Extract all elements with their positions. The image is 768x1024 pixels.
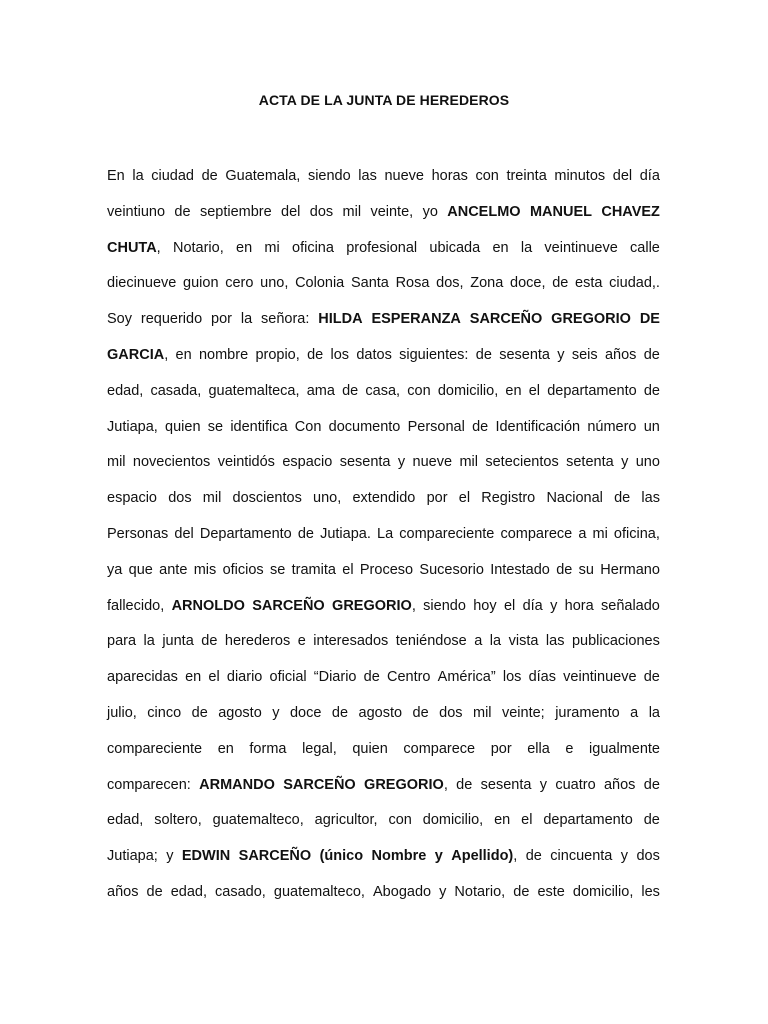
- word: en: [217, 740, 234, 757]
- word: quien: [352, 740, 388, 757]
- word: casado,: [215, 883, 266, 900]
- word: requerido: [140, 311, 203, 328]
- word: cincuenta: [550, 848, 613, 865]
- word: soltero,: [154, 812, 202, 829]
- word: número: [587, 418, 637, 435]
- word: dos: [636, 848, 660, 865]
- word: herederos: [224, 633, 291, 650]
- word: Notario,: [454, 883, 506, 900]
- word: datos: [356, 346, 392, 363]
- word: domicilio,: [572, 883, 634, 900]
- word: nueve: [384, 168, 424, 184]
- word: Abogado: [373, 883, 432, 900]
- word: sesenta: [499, 346, 550, 363]
- word: extendido: [352, 490, 416, 507]
- word: y: [166, 848, 174, 865]
- word: guatemalteco,: [212, 812, 304, 829]
- word: ubicada: [429, 239, 481, 256]
- word: de: [643, 812, 660, 829]
- word: de: [643, 382, 660, 399]
- word: ARMANDO: [199, 776, 275, 793]
- word: de: [643, 776, 660, 793]
- word: dos,: [436, 275, 464, 292]
- word: en: [492, 239, 509, 256]
- word: minutos: [554, 168, 606, 184]
- word: agosto: [358, 704, 403, 721]
- word: Jutiapa.: [320, 525, 371, 542]
- word: y: [434, 848, 443, 865]
- word: por: [426, 490, 448, 507]
- word: a: [474, 633, 483, 650]
- word: setecientos: [485, 454, 559, 471]
- word: veinte;: [501, 704, 545, 721]
- word: la: [648, 704, 660, 721]
- word: y: [272, 704, 280, 721]
- word: con: [388, 812, 412, 829]
- word: edad,: [107, 812, 144, 829]
- paragraph-line: [107, 875, 660, 911]
- word: comparece: [403, 740, 476, 757]
- paragraph-line: [107, 732, 660, 768]
- word: vista: [508, 633, 539, 650]
- word: años: [603, 776, 636, 793]
- word: Sucesorio: [419, 561, 484, 578]
- word: de: [363, 669, 380, 686]
- word: profesional: [346, 239, 418, 256]
- word: de: [201, 633, 218, 650]
- word: hora: [564, 597, 594, 614]
- word: tramita: [291, 561, 336, 578]
- word: siendo: [423, 597, 466, 614]
- word: documento: [328, 418, 401, 435]
- word: que: [128, 561, 153, 578]
- word: Personal: [407, 418, 465, 435]
- word: GREGORIO: [551, 311, 631, 328]
- word: por: [490, 740, 512, 757]
- word: guatemalteca,: [208, 382, 300, 399]
- word: nueve: [412, 454, 453, 471]
- word: ella: [527, 740, 550, 757]
- word: de: [525, 848, 542, 865]
- word: SARCEÑO: [283, 776, 356, 793]
- word: veintinueve: [544, 239, 618, 256]
- word: septiembre: [199, 203, 272, 220]
- word: de: [307, 346, 324, 363]
- word: del: [612, 168, 633, 184]
- word: Jutiapa,: [107, 418, 158, 435]
- paragraph-line: [107, 195, 660, 231]
- word: cinco: [147, 704, 182, 721]
- word: la: [132, 168, 144, 184]
- word: uno,: [260, 275, 289, 292]
- paragraph-line: [107, 231, 660, 267]
- word: de: [643, 346, 660, 363]
- word: Centro: [386, 669, 431, 686]
- word: veintinueve: [563, 669, 637, 686]
- word: Jutiapa;: [107, 848, 158, 865]
- word: seis: [571, 346, 598, 363]
- word: departamento: [547, 382, 637, 399]
- word: ARNOLDO: [171, 597, 245, 614]
- word: Hermano: [600, 561, 660, 578]
- paragraph-line: [107, 302, 660, 338]
- word: con: [407, 382, 431, 399]
- word: esta: [575, 275, 603, 292]
- word: Con: [294, 418, 322, 435]
- word: mil: [342, 203, 362, 220]
- paragraph-line: [107, 839, 660, 875]
- word: quien: [165, 418, 201, 435]
- word: y: [620, 848, 629, 865]
- word: las: [545, 633, 565, 650]
- word: uno: [635, 454, 660, 471]
- word: Notario,: [172, 239, 224, 256]
- word: de: [472, 418, 489, 435]
- word: sesenta: [339, 454, 391, 471]
- word: forma: [249, 740, 287, 757]
- word: dos: [309, 203, 334, 220]
- word: e: [297, 633, 306, 650]
- word: del: [281, 203, 301, 220]
- word: la: [143, 633, 155, 650]
- word: el: [458, 490, 471, 507]
- word: Rosa: [395, 275, 430, 292]
- word: ante: [159, 561, 188, 578]
- word: este: [537, 883, 565, 900]
- word: SARCEÑO: [469, 311, 543, 328]
- word: y: [557, 346, 565, 363]
- word: SARCEÑO: [238, 848, 312, 865]
- word: de: [456, 776, 473, 793]
- word: señalado: [601, 597, 660, 614]
- word: día: [522, 597, 543, 614]
- word: a: [630, 704, 639, 721]
- word: juramento: [555, 704, 620, 721]
- word: agosto: [218, 704, 262, 721]
- word: SARCEÑO: [252, 597, 325, 614]
- word: sesenta: [480, 776, 532, 793]
- word: hoy: [473, 597, 497, 614]
- paragraph-line: [107, 445, 660, 481]
- word: a: [578, 525, 587, 542]
- word: la: [489, 633, 502, 650]
- word: veintidós: [217, 454, 275, 471]
- word: el: [342, 561, 354, 578]
- word: espacio: [282, 454, 333, 471]
- word: ANCELMO: [447, 203, 521, 220]
- word: de: [174, 203, 191, 220]
- word: para: [107, 633, 137, 650]
- word: GARCIA,: [107, 346, 169, 363]
- word: años: [107, 883, 139, 900]
- word: Nacional: [546, 490, 603, 507]
- word: de: [342, 382, 359, 399]
- word: Guatemala,: [225, 168, 301, 184]
- word: treinta: [506, 168, 547, 184]
- word: CHUTA,: [107, 239, 161, 256]
- word: oficios: [222, 561, 264, 578]
- word: compareciente: [399, 525, 495, 542]
- paragraph-line: [107, 660, 660, 696]
- word: de: [513, 883, 530, 900]
- word: Identificación: [495, 418, 581, 435]
- paragraph-line: [107, 553, 660, 589]
- word: GREGORIO,: [364, 776, 448, 793]
- word: se: [270, 561, 286, 578]
- word: de: [643, 669, 660, 686]
- word: el: [208, 669, 220, 686]
- paragraph-line: [107, 410, 660, 446]
- word: mi: [592, 525, 608, 542]
- word: un: [643, 418, 660, 435]
- word: HILDA: [318, 311, 363, 328]
- word: ya: [107, 561, 123, 578]
- word: y: [439, 883, 447, 900]
- word: horas: [431, 168, 468, 184]
- document-body: [107, 159, 660, 911]
- word: yo: [422, 203, 438, 220]
- word: siguientes:: [399, 346, 469, 363]
- word: con: [475, 168, 499, 184]
- word: Departamento: [199, 525, 292, 542]
- word: de: [146, 883, 163, 900]
- word: Zona: [470, 275, 504, 292]
- word: “Diario: [313, 669, 357, 686]
- word: casada,: [150, 382, 202, 399]
- word: GREGORIO,: [332, 597, 416, 614]
- word: espacio: [107, 490, 157, 507]
- word: el: [528, 382, 541, 399]
- word: novecientos: [132, 454, 211, 471]
- word: y: [621, 454, 629, 471]
- word: Nombre: [371, 848, 427, 865]
- word: años: [604, 346, 637, 363]
- word: la: [240, 311, 253, 328]
- word: DE: [639, 311, 660, 328]
- word: MANUEL: [529, 203, 592, 220]
- word: doce,: [510, 275, 546, 292]
- word: Intestado: [490, 561, 550, 578]
- word: siendo: [307, 168, 351, 184]
- paragraph-line: [107, 589, 660, 625]
- word: dos: [168, 490, 192, 507]
- word: de: [191, 704, 208, 721]
- paragraph-line: [107, 159, 660, 195]
- word: casa,: [365, 382, 401, 399]
- paragraph-line: [107, 266, 660, 302]
- word: igualmente: [589, 740, 660, 757]
- word: departamento: [543, 812, 633, 829]
- word: teniéndose: [395, 633, 467, 650]
- word: de: [614, 490, 631, 507]
- word: oficial: [269, 669, 307, 686]
- word: por: [211, 311, 232, 328]
- word: comparece: [500, 525, 573, 542]
- word: ama: [306, 382, 335, 399]
- word: las: [641, 490, 660, 507]
- word: edad,: [170, 883, 207, 900]
- word: guion: [183, 275, 219, 292]
- word: Colonia: [295, 275, 345, 292]
- word: el: [503, 597, 516, 614]
- word: de: [201, 168, 218, 184]
- word: diario: [226, 669, 263, 686]
- paragraph-line: [107, 517, 660, 553]
- word: América”: [437, 669, 496, 686]
- word: La: [377, 525, 394, 542]
- word: fallecido,: [107, 597, 165, 614]
- word: días: [528, 669, 556, 686]
- word: mis: [193, 561, 217, 578]
- word: oficina,: [613, 525, 660, 542]
- word: veintiuno: [107, 203, 166, 220]
- paragraph-line: [107, 696, 660, 732]
- word: y: [539, 776, 548, 793]
- word: ciudad: [151, 168, 194, 184]
- paragraph-line: [107, 374, 660, 410]
- word: interesados: [313, 633, 389, 650]
- word: aparecidas: [107, 669, 178, 686]
- word: junta: [162, 633, 194, 650]
- word: las: [358, 168, 377, 184]
- word: del: [174, 525, 194, 542]
- word: Personas: [107, 525, 169, 542]
- paragraph-line: [107, 803, 660, 839]
- word: mil: [107, 454, 126, 471]
- word: y: [550, 597, 558, 614]
- word: legal,: [302, 740, 337, 757]
- word: compareciente: [107, 740, 203, 757]
- word: setenta: [566, 454, 614, 471]
- paragraph-line: [107, 481, 660, 517]
- word: y: [397, 454, 406, 471]
- word: en: [494, 812, 511, 829]
- word: de: [297, 525, 314, 542]
- word: de: [552, 275, 569, 292]
- paragraph-line: [107, 768, 660, 804]
- word: en: [185, 669, 202, 686]
- word: cuatro: [555, 776, 596, 793]
- word: cero: [225, 275, 254, 292]
- word: les: [641, 883, 660, 900]
- word: comparecen:: [107, 776, 191, 793]
- word: Registro: [481, 490, 536, 507]
- word: mi: [264, 239, 280, 256]
- word: se: [207, 418, 224, 435]
- word: mil: [472, 704, 492, 721]
- word: mil: [202, 490, 222, 507]
- word: diecinueve: [107, 275, 177, 292]
- word: ESPERANZA: [371, 311, 461, 328]
- word: ciudad,.: [609, 275, 660, 292]
- word: guatemalteco,: [273, 883, 365, 900]
- word: de: [331, 704, 349, 721]
- word: publicaciones: [571, 633, 660, 650]
- word: Santa: [350, 275, 389, 292]
- word: domicilio,: [437, 382, 499, 399]
- word: julio,: [107, 704, 137, 721]
- word: propio,: [255, 346, 300, 363]
- word: Apellido),: [451, 848, 518, 865]
- word: de: [412, 704, 429, 721]
- word: Proceso: [359, 561, 414, 578]
- word: veinte,: [370, 203, 414, 220]
- document-title: ACTA DE LA JUNTA DE HEREDEROS: [258, 92, 510, 108]
- word: los: [330, 346, 350, 363]
- word: señora:: [261, 311, 310, 328]
- word: domicilio,: [422, 812, 484, 829]
- word: (único: [319, 848, 364, 865]
- word: uno,: [313, 490, 342, 507]
- word: agricultor,: [314, 812, 378, 829]
- paragraph-line: [107, 338, 660, 374]
- word: nombre: [198, 346, 249, 363]
- word: día: [639, 168, 660, 184]
- word: en: [505, 382, 522, 399]
- word: doce: [289, 704, 322, 721]
- word: EDWIN: [181, 848, 231, 865]
- word: el: [521, 812, 533, 829]
- word: identifica: [230, 418, 288, 435]
- word: oficina: [292, 239, 334, 256]
- word: de: [556, 561, 573, 578]
- word: de: [475, 346, 492, 363]
- word: edad,: [107, 382, 144, 399]
- word: Soy: [107, 311, 132, 328]
- paragraph-line: [107, 624, 660, 660]
- word: mil: [459, 454, 478, 471]
- word: en: [175, 346, 192, 363]
- word: los: [502, 669, 522, 686]
- word: CHAVEZ: [601, 203, 660, 220]
- word: en: [236, 239, 253, 256]
- word: la: [520, 239, 533, 256]
- word: En: [107, 168, 125, 184]
- word: doscientos: [232, 490, 302, 507]
- word: su: [578, 561, 594, 578]
- word: e: [565, 740, 574, 757]
- word: calle: [630, 239, 660, 256]
- word: dos: [439, 704, 463, 721]
